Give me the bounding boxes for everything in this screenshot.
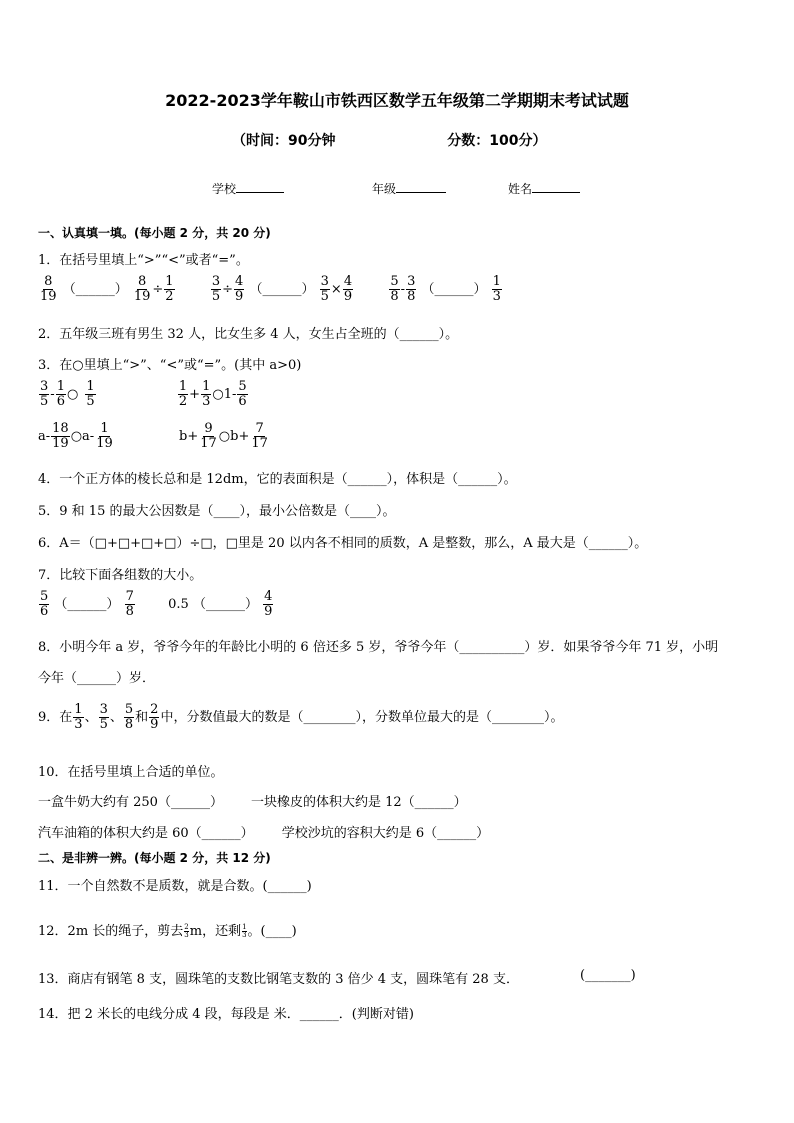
operator: ÷: [222, 282, 234, 297]
fraction: $\frac{7}{17}$: [251, 421, 268, 451]
answer-blank[interactable]: （______）: [249, 282, 315, 297]
operator: -: [400, 282, 406, 297]
question-8-line-2: 今年（______）岁．: [38, 671, 156, 686]
section-1-heading: 一、认真填一填。(每小题 2 分，共 20 分): [38, 226, 271, 240]
fraction: $\frac{8}{19}$: [133, 274, 151, 304]
exam-title: 2022-2023学年鞍山市铁西区数学五年级第二学期期末考试试题: [165, 91, 629, 110]
operator: ×: [330, 282, 342, 297]
fraction: $\frac{7}{8}$: [125, 589, 134, 619]
name-blank[interactable]: [532, 180, 580, 193]
school-label: 学校: [212, 182, 237, 196]
fraction: $\frac{9}{17}$: [200, 421, 217, 451]
question-10-d: 学校沙坑的容积大约是 6（______）: [281, 826, 490, 841]
fraction: $\frac{3}{8}$: [407, 274, 416, 304]
fraction: $\frac{5}{6}$: [238, 379, 247, 409]
fraction: $\frac{1}{3}$: [242, 923, 247, 939]
question-13-answer[interactable]: (_______): [580, 968, 636, 983]
compare-circle[interactable]: ○: [212, 387, 224, 402]
section-2-heading: 二、是非辨一辨。(每小题 2 分，共 12 分): [38, 851, 271, 865]
fraction: $\frac{2}{3}$: [184, 923, 189, 939]
name-label: 姓名: [508, 182, 533, 196]
answer-blank[interactable]: （______）: [54, 597, 120, 612]
fraction: $\frac{18}{19}$: [52, 421, 69, 451]
question-8-line-1: 8．小明今年 a 岁，爷爷今年的年龄比小明的 6 倍还多 5 岁，爷爷今年（__________）岁．如果爷爷今年 71 岁，小明: [38, 640, 719, 655]
operator: +: [189, 387, 201, 402]
fraction: $\frac{8}{19}$: [40, 274, 57, 304]
question-3-row-1: [38, 380, 249, 409]
decimal-value: 0.5: [168, 597, 189, 612]
fraction: $\frac{4}{9}$: [264, 589, 273, 619]
fraction: $\frac{5}{8}$: [124, 702, 134, 732]
fraction: $\frac{3}{5}$: [99, 702, 108, 732]
fraction: $\frac{1}{3}$: [202, 379, 211, 409]
question-12-suffix: 。(____): [247, 924, 297, 939]
separator: 、: [109, 710, 123, 725]
fraction: $\frac{1}{5}$: [86, 379, 95, 409]
compare-circle[interactable]: ○: [218, 429, 231, 444]
question-10: 10．在括号里填上合适的单位。: [38, 765, 224, 780]
question-9-suffix: 中，分数值最大的数是（________），分数单位最大的是（________）。: [160, 710, 564, 725]
fraction: $\frac{1}{19}$: [96, 421, 113, 451]
fraction: $\frac{1}{3}$: [492, 274, 501, 304]
compare-circle[interactable]: ○: [70, 429, 83, 444]
question-5: 5．9 和 15 的最大公因数是（____），最小公倍数是（____）。: [38, 504, 396, 519]
question-4: 4．一个正方体的棱长总和是 12dm，它的表面积是（______），体积是（______）。: [38, 472, 517, 487]
question-7-items: [38, 590, 274, 619]
answer-blank[interactable]: （______）: [192, 597, 258, 612]
question-10-b: 一块橡皮的体积大约是 12（______）: [250, 795, 467, 810]
question-9-prefix: 9．在: [38, 710, 73, 725]
grade-field: [372, 180, 446, 197]
fraction: $\frac{4}{9}$: [343, 274, 353, 304]
answer-blank[interactable]: （______）: [421, 282, 487, 297]
operator: a-: [38, 429, 51, 444]
time-label: （时间：90分钟: [232, 133, 336, 149]
school-blank[interactable]: [236, 180, 284, 193]
operator: ÷: [152, 282, 164, 297]
question-11: 11．一个自然数不是质数，就是合数。(______): [38, 879, 312, 894]
fraction: $\frac{5}{6}$: [40, 589, 49, 619]
fraction: $\frac{5}{8}$: [390, 274, 399, 304]
fraction: $\frac{1}{2}$: [178, 379, 188, 409]
question-3: 3．在○里填上“>”、“<”或“=”。(其中 a>0): [38, 358, 302, 373]
question-10-row-1: [38, 791, 467, 810]
question-1: 1．在括号里填上“>”“<”或者“=”。: [38, 253, 249, 268]
question-6: 6．A＝（□+□+□+□）÷□，□里是 20 以内各不相同的质数，A 是整数，那么，A 最大是（______）。: [38, 536, 648, 551]
question-12-middle: m，还剩: [189, 924, 242, 939]
grade-blank[interactable]: [396, 180, 446, 193]
question-7: 7．比较下面各组数的大小。: [38, 568, 203, 583]
fraction: $\frac{3}{5}$: [211, 274, 221, 304]
question-12-prefix: 12．2m 长的绳子，剪去: [38, 924, 184, 939]
operator: a-: [82, 429, 95, 444]
operator: -: [50, 387, 55, 402]
fraction: $\frac{1}{3}$: [74, 702, 83, 732]
name-field: [508, 180, 580, 197]
fraction: $\frac{3}{5}$: [40, 379, 49, 409]
operator: b+: [179, 429, 199, 444]
separator: 和: [135, 710, 149, 725]
fraction: $\frac{3}{5}$: [320, 274, 329, 304]
question-13: 13．商店有钢笔 8 支，圆珠笔的支数比钢笔支数的 3 倍少 4 支，圆珠笔有 28 支．: [38, 972, 519, 987]
question-3-row-2: [38, 422, 270, 451]
question-10-a: 一盒牛奶大约有 250（______）: [38, 795, 223, 810]
question-1-items: [38, 275, 503, 304]
question-14: 14．把 2 米长的电线分成 4 段，每段是 米．______．(判断对错): [38, 1007, 414, 1022]
separator: 、: [84, 710, 98, 725]
score-label: 分数：100分）: [447, 133, 547, 149]
question-9: [38, 703, 563, 732]
fraction: $\frac{4}{9}$: [235, 274, 244, 304]
grade-label: 年级: [372, 182, 397, 196]
question-10-row-2: [38, 822, 489, 841]
operator: 1-: [223, 387, 237, 402]
exam-meta: [232, 130, 546, 150]
question-10-c: 汽车油箱的体积大约是 60（______）: [38, 826, 254, 841]
answer-blank[interactable]: （______）: [62, 282, 128, 297]
question-2: 2．五年级三班有男生 32 人，比女生多 4 人，女生占全班的（______）。: [38, 327, 459, 342]
fraction: $\frac{2}{9}$: [150, 702, 159, 732]
fraction: $\frac{1}{2}$: [165, 274, 174, 304]
school-field: [212, 180, 284, 197]
compare-circle[interactable]: ○: [66, 387, 79, 402]
operator: b+: [230, 429, 250, 444]
question-12: [38, 920, 297, 939]
fraction: $\frac{1}{6}$: [56, 379, 65, 409]
